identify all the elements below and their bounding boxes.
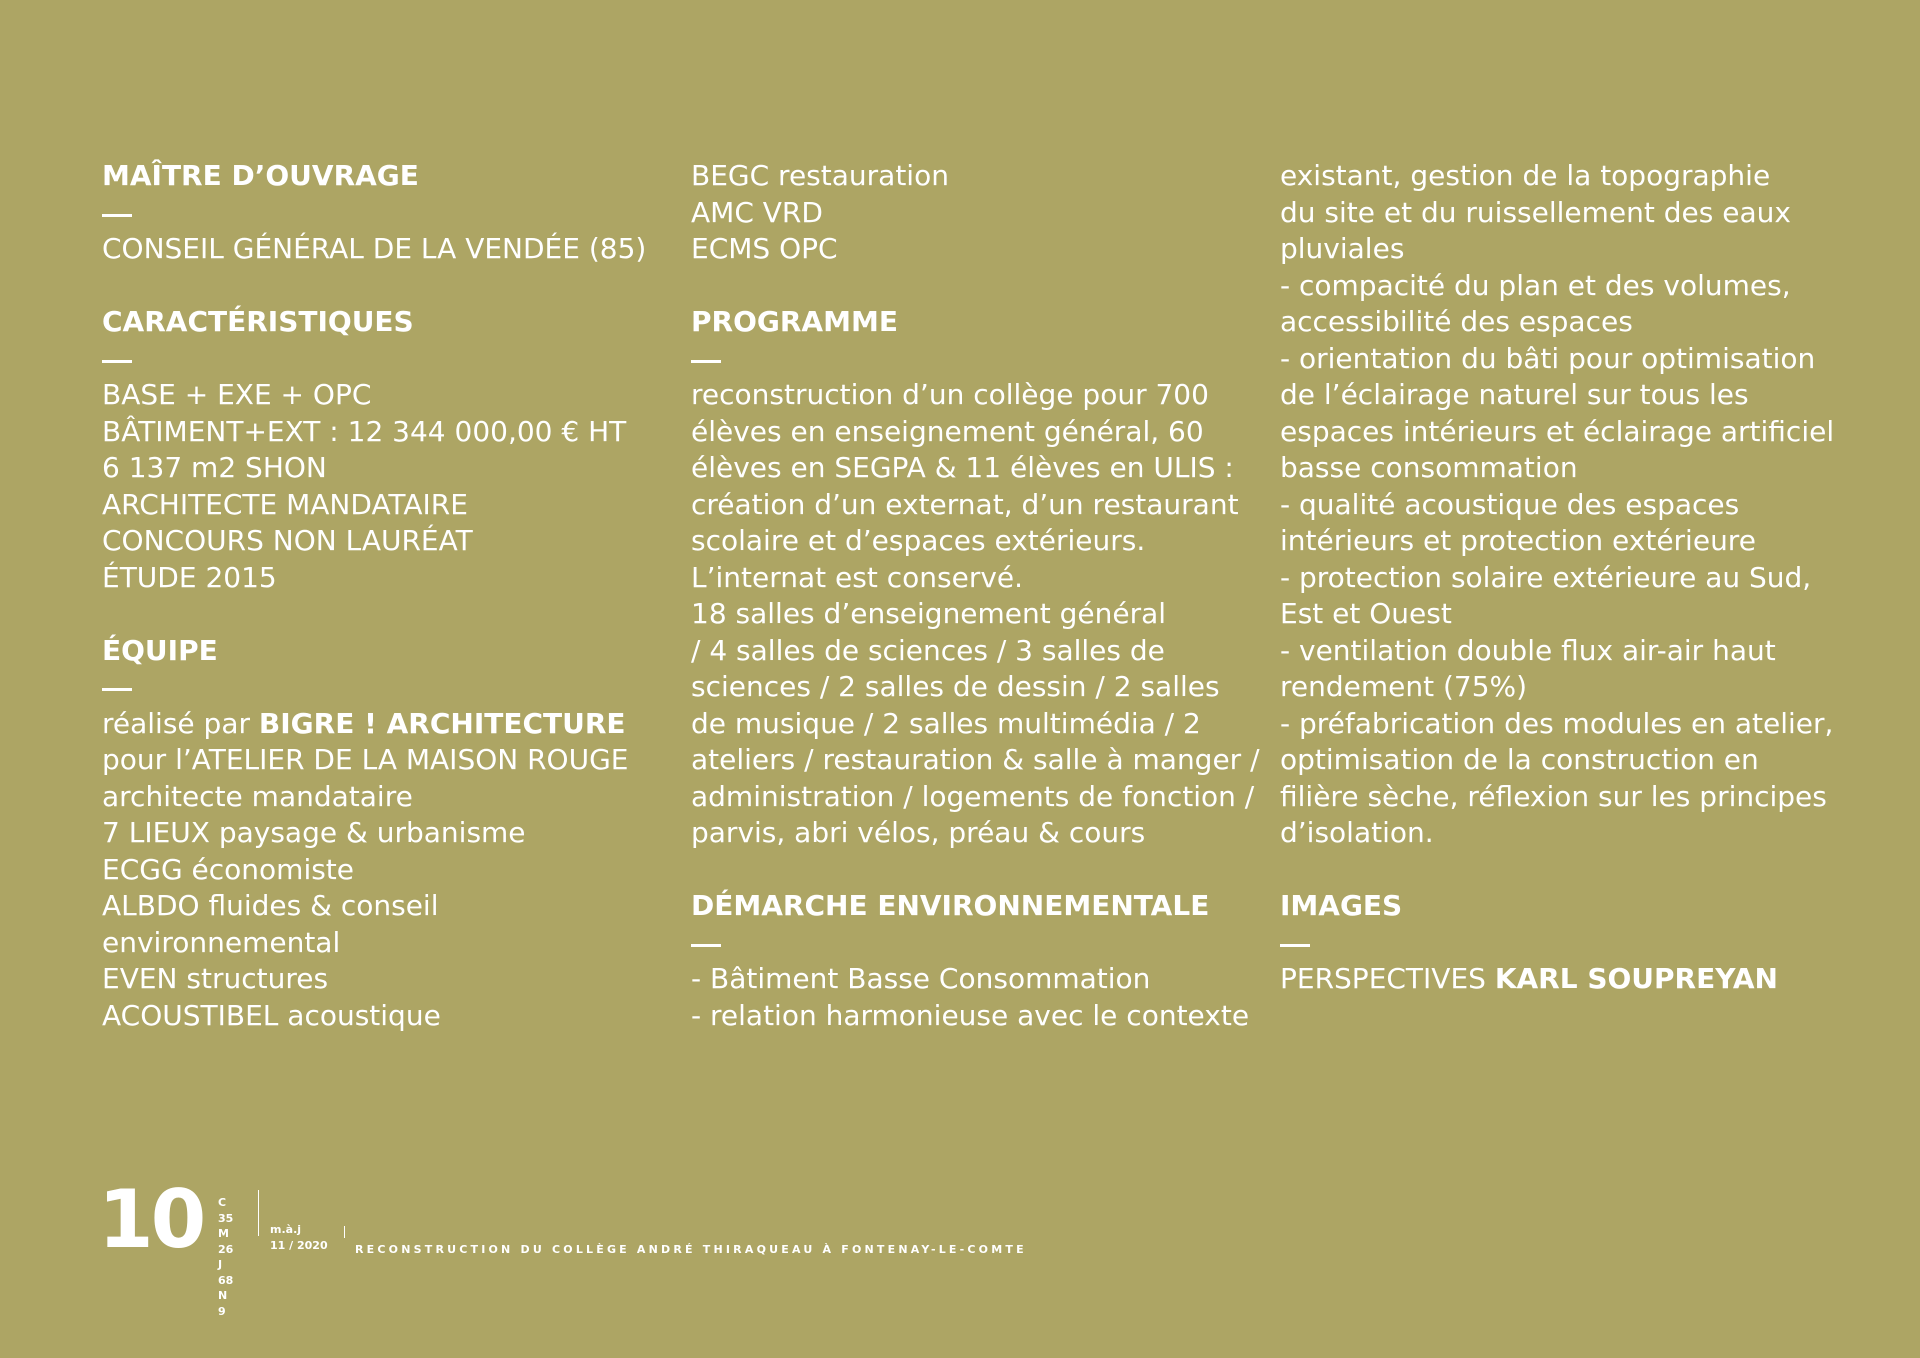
images-heading: IMAGES — [1280, 889, 1403, 922]
team-intro-prefix: réalisé par — [102, 706, 259, 740]
color-code-j: J 68 — [218, 1258, 234, 1287]
environment-line: - orientation du bâti pour optimisation — [1280, 341, 1816, 375]
heading-dash — [691, 925, 1251, 962]
environment-line: - qualité acoustique des espaces — [1280, 487, 1740, 521]
column-2 — [691, 158, 1260, 1034]
images-credit-name: KARL SOUPREYAN — [1494, 962, 1778, 995]
column-3 — [1280, 158, 1840, 998]
programme-line: élèves en SEGPA & 11 élèves en ULIS : — [691, 451, 1234, 484]
characteristic-line: BASE + EXE + OPC — [102, 378, 372, 411]
owner-heading: MAÎTRE D’OUVRAGE — [102, 159, 419, 192]
characteristic-line: ÉTUDE 2015 — [102, 560, 277, 594]
team-heading: ÉQUIPE — [102, 633, 218, 667]
programme-line: de musique / 2 salles multimédia / 2 — [691, 706, 1201, 740]
programme-line: élèves en enseignement général, 60 — [691, 414, 1204, 448]
team-line: ECGG économiste — [102, 852, 355, 886]
environment-line: pluviales — [1280, 232, 1405, 265]
column-1 — [102, 158, 662, 1034]
heading-dash — [691, 341, 1251, 378]
programme-line: 18 salles d’enseignement général — [691, 597, 1167, 630]
programme-line: sciences / 2 salles de dessin / 2 salles — [691, 670, 1220, 703]
color-code-n: N 9 — [218, 1289, 228, 1318]
programme-line: / 4 salles de sciences / 3 salles de — [691, 633, 1165, 667]
characteristics-heading: CARACTÉRISTIQUES — [102, 305, 414, 338]
environment-line: intérieurs et protection extérieure — [1280, 524, 1756, 557]
footer-title: RECONSTRUCTION DU COLLÈGE ANDRÉ THIRAQUEAU À FONTENAY-LE-COMTE — [355, 1243, 1027, 1256]
owner-value: CONSEIL GÉNÉRAL DE LA VENDÉE (85) — [102, 232, 647, 265]
footer-divider — [344, 1226, 345, 1238]
characteristic-line: ARCHITECTE MANDATAIRE — [102, 487, 468, 521]
environment-line: - préfabrication des modules en atelier, — [1280, 706, 1834, 740]
environment-line: rendement (75%) — [1280, 670, 1528, 703]
environment-line: filière sèche, réflexion sur les principes — [1280, 779, 1827, 813]
environment-line: d’isolation. — [1280, 816, 1434, 849]
environment-line: basse consommation — [1280, 451, 1578, 484]
characteristic-line: BÂTIMENT+EXT : 12 344 000,00 € HT — [102, 414, 627, 448]
environment-heading: DÉMARCHE ENVIRONNEMENTALE — [691, 889, 1210, 922]
programme-line: création d’un externat, d’un restaurant — [691, 487, 1239, 521]
environment-line: espaces intérieurs et éclairage artificiel — [1280, 414, 1835, 448]
team-intro — [102, 706, 662, 743]
team-line: ALBDO fluides & conseil — [102, 889, 439, 922]
images-credit — [1280, 961, 1840, 998]
environment-line: - Bâtiment Basse Consommation — [691, 962, 1151, 995]
environment-line: de l’éclairage naturel sur tous les — [1280, 378, 1749, 411]
update-label: m.à.j — [270, 1223, 302, 1236]
environment-line: accessibilité des espaces — [1280, 305, 1633, 338]
programme-line: parvis, abri vélos, préau & cours — [691, 816, 1146, 849]
characteristic-line: CONCOURS NON LAURÉAT — [102, 524, 473, 557]
color-code-m: M 26 — [218, 1227, 234, 1256]
programme-heading: PROGRAMME — [691, 305, 898, 338]
environment-line: optimisation de la construction en — [1280, 743, 1759, 776]
team-intro-firm: BIGRE ! ARCHITECTURE — [258, 706, 626, 740]
environment-line: du site et du ruissellement des eaux — [1280, 195, 1791, 229]
update-info — [270, 1222, 328, 1254]
team-line: BEGC restauration — [691, 159, 949, 192]
heading-dash — [102, 341, 662, 378]
environment-line: existant, gestion de la topographie — [1280, 159, 1771, 192]
team-line: ECMS OPC — [691, 232, 838, 265]
team-line: AMC VRD — [691, 195, 823, 229]
team-line: environnemental — [102, 925, 341, 959]
team-line: EVEN structures — [102, 962, 329, 995]
programme-line: reconstruction d’un collège pour 700 — [691, 378, 1209, 411]
programme-line: scolaire et d’espaces extérieurs. — [691, 524, 1146, 557]
team-line: 7 LIEUX paysage & urbanisme — [102, 816, 526, 849]
environment-line: - ventilation double flux air-air haut — [1280, 633, 1776, 667]
page-number: 10 — [98, 1173, 204, 1266]
heading-dash — [102, 195, 662, 232]
team-line: ACOUSTIBEL acoustique — [102, 998, 441, 1032]
characteristic-line: 6 137 m2 SHON — [102, 451, 327, 484]
images-credit-prefix: PERSPECTIVES — [1280, 962, 1495, 995]
environment-line: - compacité du plan et des volumes, — [1280, 268, 1791, 302]
color-codes — [218, 1195, 233, 1319]
footer-divider — [258, 1190, 259, 1236]
environment-line: - relation harmonieuse avec le contexte — [691, 998, 1250, 1032]
programme-line: administration / logements de fonction / — [691, 779, 1255, 813]
environment-line: - protection solaire extérieure au Sud, — [1280, 560, 1812, 594]
color-code-c: C 35 — [218, 1196, 234, 1225]
heading-dash — [1280, 925, 1840, 962]
heading-dash — [102, 669, 662, 706]
team-line: architecte mandataire — [102, 779, 413, 813]
programme-line: L’internat est conservé. — [691, 560, 1024, 594]
team-line: pour l’ATELIER DE LA MAISON ROUGE — [102, 743, 629, 776]
update-date: 11 / 2020 — [270, 1239, 328, 1252]
programme-line: ateliers / restauration & salle à manger / — [691, 743, 1260, 776]
environment-line: Est et Ouest — [1280, 597, 1452, 630]
